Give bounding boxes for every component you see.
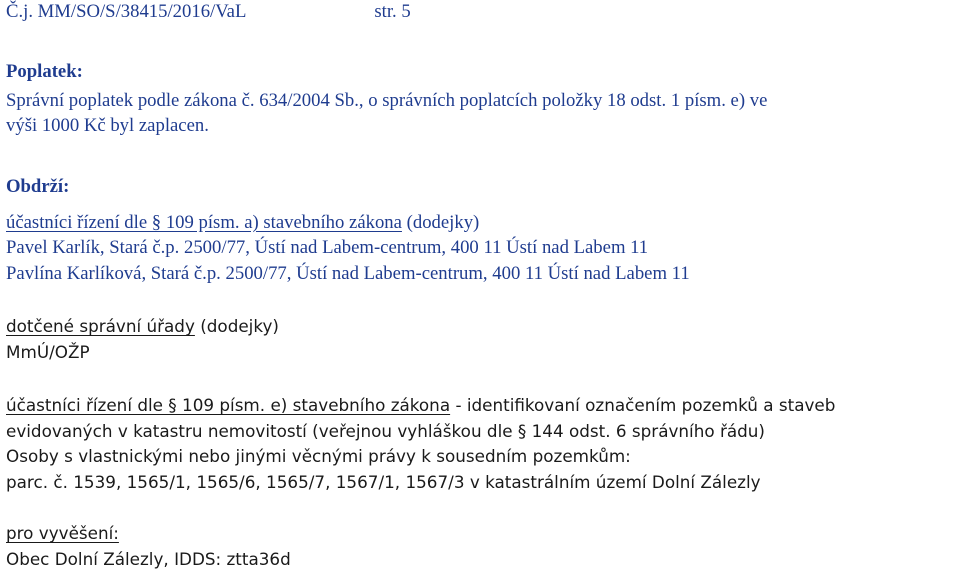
recipient-group-label	[6, 313, 279, 339]
group-label-underlined: účastníci řízení dle § 109 písm. e) stavebního zákona	[6, 395, 451, 415]
page-header	[6, 0, 411, 25]
group-label-underlined: dotčené správní úřady	[6, 316, 195, 336]
recipient-line: MmÚ/OŽP	[6, 342, 90, 362]
poplatek-heading: Poplatek:	[6, 61, 83, 82]
group-label-suffix: (dodejky)	[401, 212, 480, 233]
document-page	[6, 0, 954, 572]
poplatek-text-line-2: výši 1000 Kč byl zaplacen.	[6, 115, 209, 136]
group-label-underlined: pro vyvěšení:	[6, 523, 119, 543]
recipient-group-label	[6, 520, 119, 546]
recipient-line: Obec Dolní Zálezly, IDDS: ztta36d	[6, 549, 291, 569]
recipient-line: Osoby s vlastnickými nebo jinými věcnými právy k sousedním pozemkům:	[6, 446, 631, 466]
recipient-line: parc. č. 1539, 1565/1, 1565/6, 1565/7, 1567/1, 1567/3 v katastrálním území Dolní Zálezly	[6, 472, 761, 492]
recipient-line: Pavel Karlík, Stará č.p. 2500/77, Ústí nad Labem-centrum, 400 11 Ústí nad Labem 11	[6, 237, 649, 258]
group-label-suffix: - identifikovaní označením pozemků a staveb	[450, 395, 836, 415]
recipient-line: evidovaných v katastru nemovitostí (veřejnou vyhláškou dle § 144 odst. 6 správního řádu)	[6, 421, 765, 441]
recipient-line: Pavlína Karlíková, Stará č.p. 2500/77, Ústí nad Labem-centrum, 400 11 Ústí nad Labem 11	[6, 263, 690, 284]
recipient-group-label	[6, 392, 835, 418]
recipient-group-label	[6, 210, 479, 236]
group-label-suffix: (dodejky)	[194, 316, 279, 336]
poplatek-text-line-1: Správní poplatek podle zákona č. 634/2004 Sb., o správních poplatcích položky 18 odst. 1 písm. e) ve	[6, 90, 768, 111]
page-number: str. 5	[374, 1, 411, 22]
group-label-underlined: účastníci řízení dle § 109 písm. a) stavebního zákona	[6, 212, 402, 233]
obdrzi-heading: Obdrží:	[6, 176, 70, 197]
reference-number: Č.j. MM/SO/S/38415/2016/VaL	[6, 1, 247, 22]
